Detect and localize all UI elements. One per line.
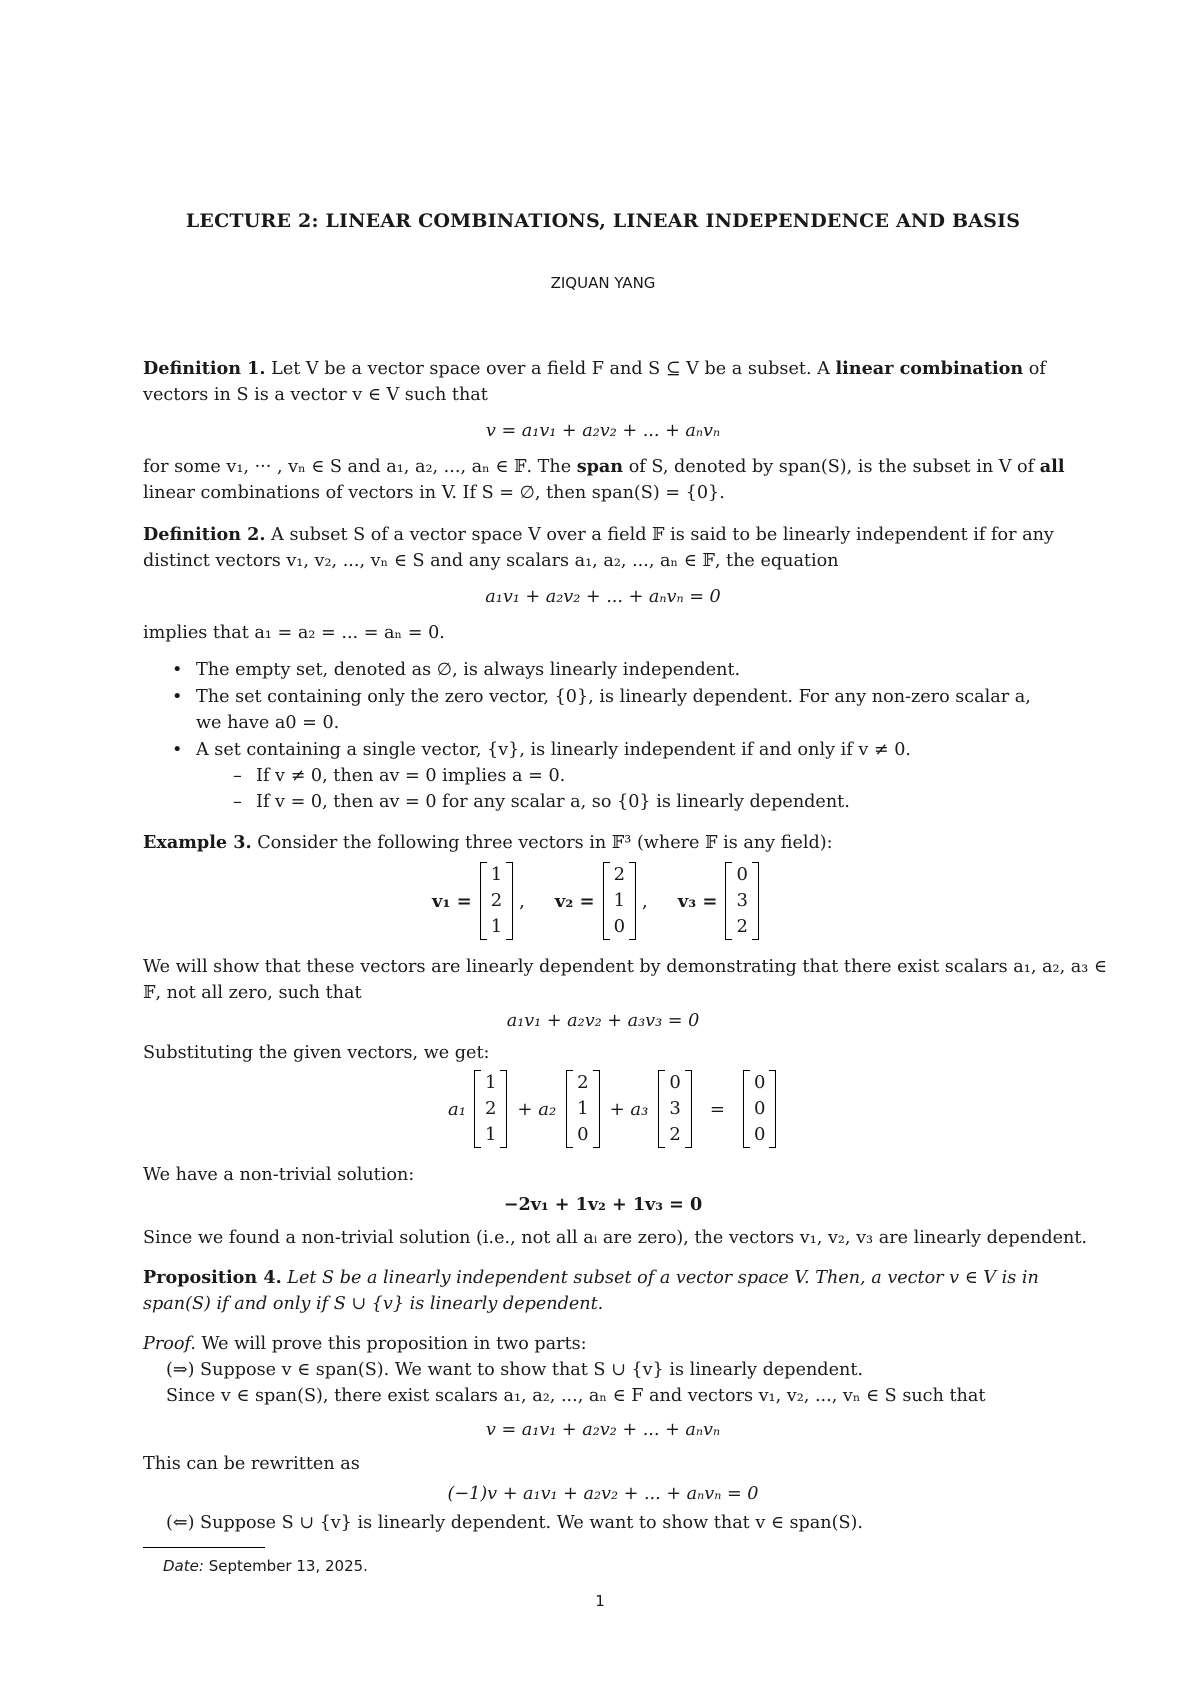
sub-item-2: If v = 0, then av = 0 for any scalar a, so {0} is linearly dependent. — [256, 792, 850, 812]
example-3-line-6: Since we found a non-trivial solution (i.e., not all aᵢ are zero), the vectors v₁, v₂, v₃ are linearly dependent. — [143, 1228, 1088, 1248]
definition-2-line-3: implies that a₁ = a₂ = ... = aₙ = 0. — [143, 623, 445, 643]
page-number: 1 — [595, 1592, 605, 1610]
example-3-line-4: Substituting the given vectors, we get: — [143, 1043, 490, 1063]
substitution-equation: a₁ 1 2 1 + a₂ 2 1 0 + a₃ 0 3 2 = 0 0 0 — [448, 1070, 778, 1148]
bullet-item-1: The empty set, denoted as ∅, is always linearly independent. — [196, 660, 741, 680]
proposition-4-line-2: span(S) if and only if S ∪ {v} is linearly dependent. — [143, 1294, 604, 1314]
term-span: span — [576, 456, 624, 477]
matrix-zero: 0 0 0 — [743, 1070, 776, 1148]
proof-line-1: Proof. We will prove this proposition in two parts: — [143, 1334, 587, 1354]
definition-1-equation: v = a₁v₁ + a₂v₂ + ... + aₙvₙ — [485, 421, 721, 441]
bullet-icon: • — [172, 740, 183, 760]
vector-v2-matrix: 2 1 0 — [603, 862, 636, 940]
term-linear-combination: linear combination — [835, 358, 1024, 379]
definition-2-line-1: Definition 2. A subset S of a vector space V over a field 𝔽 is said to be linearly independent if for any — [143, 524, 1054, 545]
bullet-item-2: The set containing only the zero vector, {0}, is linearly dependent. For any non-zero scalar a, — [196, 687, 1031, 707]
matrix-v2: 2 1 0 — [566, 1070, 599, 1148]
sub-item-1: If v ≠ 0, then av = 0 implies a = 0. — [256, 766, 566, 786]
example-3-line-1: Example 3. Consider the following three vectors in 𝔽³ (where 𝔽 is any field): — [143, 832, 833, 853]
proof-equation-2: (−1)v + a₁v₁ + a₂v₂ + ... + aₙvₙ = 0 — [447, 1484, 759, 1504]
matrix-v1: 1 2 1 — [474, 1070, 507, 1148]
dash-icon: – — [233, 766, 242, 786]
footnote-rule — [143, 1547, 265, 1548]
example-3-line-5: We have a non-trivial solution: — [143, 1165, 415, 1185]
definition-2-equation: a₁v₁ + a₂v₂ + ... + aₙvₙ = 0 — [485, 587, 721, 607]
definition-2-line-2: distinct vectors v₁, v₂, ..., vₙ ∈ S and any scalars a₁, a₂, ..., aₙ ∈ 𝔽, the equation — [143, 551, 839, 571]
page-title: LECTURE 2: LINEAR COMBINATIONS, LINEAR INDEPENDENCE AND BASIS — [185, 210, 1021, 232]
bullet-item-2-cont: we have a0 = 0. — [196, 713, 340, 733]
bullet-icon: • — [172, 660, 183, 680]
definition-2-label: Definition 2. — [143, 524, 266, 545]
vector-v3-matrix: 0 3 2 — [725, 862, 758, 940]
dash-icon: – — [233, 792, 242, 812]
definition-1-line-3: for some v₁, ··· , vₙ ∈ S and a₁, a₂, ..., aₙ ∈ 𝔽. The span of S, denoted by span(S), is the subset in V of all — [143, 456, 1065, 477]
proof-line-2: (⇒) Suppose v ∈ span(S). We want to show that S ∪ {v} is linearly dependent. — [166, 1360, 863, 1380]
vector-v1-matrix: 1 2 1 — [480, 862, 513, 940]
vector-definitions: v₁ = 1 2 1 , v₂ = 2 1 0 , v₃ = 0 3 2 — [432, 862, 761, 940]
proposition-4-line-1: Proposition 4. Let S be a linearly independent subset of a vector space V. Then, a vector v ∈ V is in — [143, 1267, 1039, 1288]
definition-1-line-2: vectors in S is a vector v ∈ V such that — [143, 385, 488, 405]
proposition-4-label: Proposition 4. — [143, 1267, 282, 1288]
proof-equation-1: v = a₁v₁ + a₂v₂ + ... + aₙvₙ — [485, 1420, 721, 1440]
definition-1-label: Definition 1. — [143, 358, 266, 379]
example-3-line-2: We will show that these vectors are linearly dependent by demonstrating that there exist scalars a₁, a₂, a₃ ∈ — [143, 957, 1107, 977]
example-3-equation-1: a₁v₁ + a₂v₂ + a₃v₃ = 0 — [506, 1011, 700, 1031]
author-name: ZIQUAN YANG — [550, 274, 656, 292]
footnote: Date: September 13, 2025. — [163, 1557, 368, 1575]
example-3-label: Example 3. — [143, 832, 252, 853]
definition-1-line-1: Definition 1. Let V be a vector space over a field F and S ⊆ V be a subset. A linear combination of — [143, 358, 1046, 379]
proof-line-4: This can be rewritten as — [143, 1454, 360, 1474]
definition-1-line-4: linear combinations of vectors in V. If S = ∅, then span(S) = {0}. — [143, 483, 725, 503]
bullet-item-3: A set containing a single vector, {v}, is linearly independent if and only if v ≠ 0. — [196, 740, 911, 760]
proof-line-5: (⇐) Suppose S ∪ {v} is linearly dependent. We want to show that v ∈ span(S). — [166, 1513, 863, 1533]
example-3-line-3: 𝔽, not all zero, such that — [143, 983, 362, 1003]
proof-label: Proof. — [143, 1334, 196, 1354]
proof-line-3: Since v ∈ span(S), there exist scalars a₁, a₂, ..., aₙ ∈ F and vectors v₁, v₂, ..., vₙ ∈ S such that — [166, 1386, 986, 1406]
example-3-equation-2: −2v₁ + 1v₂ + 1v₃ = 0 — [503, 1194, 703, 1215]
bullet-icon: • — [172, 687, 183, 707]
matrix-v3: 0 3 2 — [658, 1070, 691, 1148]
